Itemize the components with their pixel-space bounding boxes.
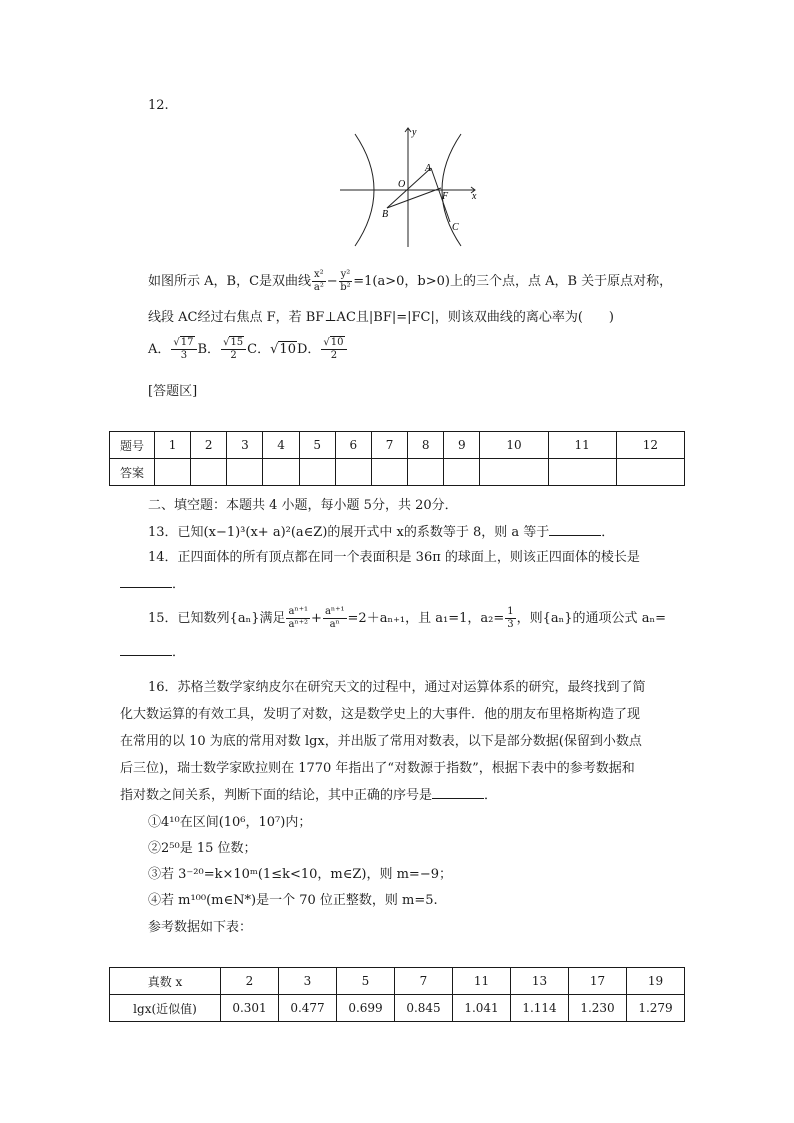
label-c: C <box>452 222 459 233</box>
q16-line: 化大数运算的有效工具，发明了对数，这是数学史上的大事件．他的朋友布里格斯构造了现 <box>120 707 641 722</box>
table-row <box>110 995 685 1022</box>
answer-cell[interactable] <box>616 459 684 486</box>
question-number-cell: 12 <box>616 432 684 459</box>
answer-cell[interactable] <box>408 459 444 486</box>
ref-data-label: 参考数据如下表： <box>148 920 253 935</box>
question-number-cell: 2 <box>191 432 227 459</box>
table-row <box>110 432 685 459</box>
answer-cell[interactable] <box>263 459 299 486</box>
lg-value-cell: 1.114 <box>511 995 569 1022</box>
q16-line-last: 指对数之间关系，判断下面的结论，其中正确的序号是 ． <box>120 788 498 803</box>
q14-blank-line: ． <box>120 573 185 592</box>
label-x: x <box>472 191 477 202</box>
row-header: 真数 x <box>110 968 221 995</box>
option-c[interactable]: C．√10 <box>247 342 296 357</box>
q13: 13．已知(x−1)³(x+ a)²(a∈Z)的展开式中 x的系数等于 8，则 a 等于 ． <box>148 525 615 540</box>
q12-line2: 线段 AC经过右焦点 F，若 BF⊥AC且|BF|=|FC|，则该双曲线的离心率为( ) <box>148 310 614 325</box>
x-value-cell: 5 <box>337 968 395 995</box>
section-heading: 二、填空题：本题共 4 小题，每小题 5分，共 20分． <box>148 498 458 513</box>
answer-cell[interactable] <box>480 459 548 486</box>
label-b: B <box>382 209 389 220</box>
q14-line1: 14．正四面体的所有顶点都在同一个表面积是 36π 的球面上，则该正四面体的棱长是 <box>148 550 640 565</box>
table-row <box>110 459 685 486</box>
x-value-cell: 17 <box>569 968 627 995</box>
answer-cell[interactable] <box>191 459 227 486</box>
q14-answer-blank[interactable] <box>120 575 172 588</box>
q16-line: 在常用的以 10 为底的常用对数 lgx，并出版了常用对数表，以下是部分数据(保留到小数点 <box>120 734 642 749</box>
answer-cell[interactable] <box>227 459 263 486</box>
option-a[interactable]: A． $\frac{√17}{3}$ <box>148 342 198 357</box>
q15-answer-blank[interactable] <box>120 643 172 656</box>
table-row <box>110 968 685 995</box>
hyperbola-figure <box>335 122 485 252</box>
q16-line: 16．苏格兰数学家纳皮尔在研究天文的过程中，通过对运算体系的研究，最终找到了简 <box>148 680 646 695</box>
header-cell: 题号 <box>110 432 155 459</box>
question-number-cell: 6 <box>335 432 371 459</box>
lg-value-cell: 0.477 <box>279 995 337 1022</box>
q16-item: ②2⁵⁰是 15 位数； <box>148 841 257 856</box>
answer-cell[interactable] <box>444 459 480 486</box>
lg-value-cell: 1.230 <box>569 995 627 1022</box>
q12-line1: 如图所示 A，B，C是双曲线 $\frac{\text{x²}}{\text{a²}}$ − $\frac{\text{y²}}{\text{b²}}$ =1(a>0，b>0)上的三个点，点 A，B 关于原点对称， <box>148 269 673 293</box>
x-value-cell: 7 <box>395 968 453 995</box>
answer-cell[interactable] <box>548 459 616 486</box>
answer-cell[interactable] <box>335 459 371 486</box>
lg-value-cell: 1.041 <box>453 995 511 1022</box>
lg-value-cell: 1.279 <box>627 995 685 1022</box>
x-value-cell: 13 <box>511 968 569 995</box>
x-value-cell: 19 <box>627 968 685 995</box>
label-a: A <box>425 163 432 174</box>
reference-table <box>109 967 685 1022</box>
q16-item: ④若 m¹⁰⁰(m∈N*)是一个 70 位正整数，则 m=5. <box>148 893 438 908</box>
question-number-cell: 4 <box>263 432 299 459</box>
answer-area-label: [答题区] <box>148 384 198 399</box>
answer-cell[interactable] <box>155 459 191 486</box>
question-number-cell: 3 <box>227 432 263 459</box>
question-number-cell: 1 <box>155 432 191 459</box>
answer-table <box>109 431 685 486</box>
question-number-cell: 9 <box>444 432 480 459</box>
q13-answer-blank[interactable] <box>549 523 601 536</box>
answer-cell[interactable] <box>371 459 407 486</box>
question-number-cell: 8 <box>408 432 444 459</box>
row-header: lgx(近似值) <box>110 995 221 1022</box>
q16-item: ③若 3⁻²⁰=k×10ᵐ(1≤k<10，m∈Z)，则 m=−9； <box>148 867 452 882</box>
question-number-cell: 10 <box>480 432 548 459</box>
x-value-cell: 3 <box>279 968 337 995</box>
option-b[interactable]: B． $\frac{√15}{2}$ <box>198 342 248 357</box>
question-number-cell: 5 <box>299 432 335 459</box>
label-o: O <box>398 179 406 190</box>
q12-options <box>148 335 348 365</box>
x-value-cell: 2 <box>221 968 279 995</box>
q16-line: 后三位)，瑞士数学家欧拉则在 1770 年指出了“对数源于指数”，根据下表中的参考数据和 <box>120 761 635 776</box>
label-f: F <box>442 191 449 202</box>
q15-blank-line: ． <box>120 641 185 660</box>
answer-label-cell: 答案 <box>110 459 155 486</box>
q16-item: ①4¹⁰在区间(10⁶，10⁷)内； <box>148 815 312 830</box>
lg-value-cell: 0.845 <box>395 995 453 1022</box>
question-number-cell: 7 <box>371 432 407 459</box>
lg-value-cell: 0.699 <box>337 995 395 1022</box>
label-y: y <box>412 127 417 138</box>
question-number-cell: 11 <box>548 432 616 459</box>
q16-answer-blank[interactable] <box>432 786 484 799</box>
answer-cell[interactable] <box>299 459 335 486</box>
q15: 15．已知数列{aₙ}满足 $\frac{\text{aⁿ⁺¹}}{\text{aⁿ⁺²}}$ + $\frac{\text{aⁿ⁺¹}}{\text{aⁿ}}$ =2＋aₙ₊₁，且 a₁=1，a₂= $\frac{1}{3}$ ，则{aₙ}的通项公式 aₙ= <box>148 606 666 630</box>
lg-value-cell: 0.301 <box>221 995 279 1022</box>
q12-number: 12. <box>148 98 169 113</box>
x-value-cell: 11 <box>453 968 511 995</box>
option-d[interactable]: D． $\frac{√10}{2}$ <box>297 342 348 357</box>
